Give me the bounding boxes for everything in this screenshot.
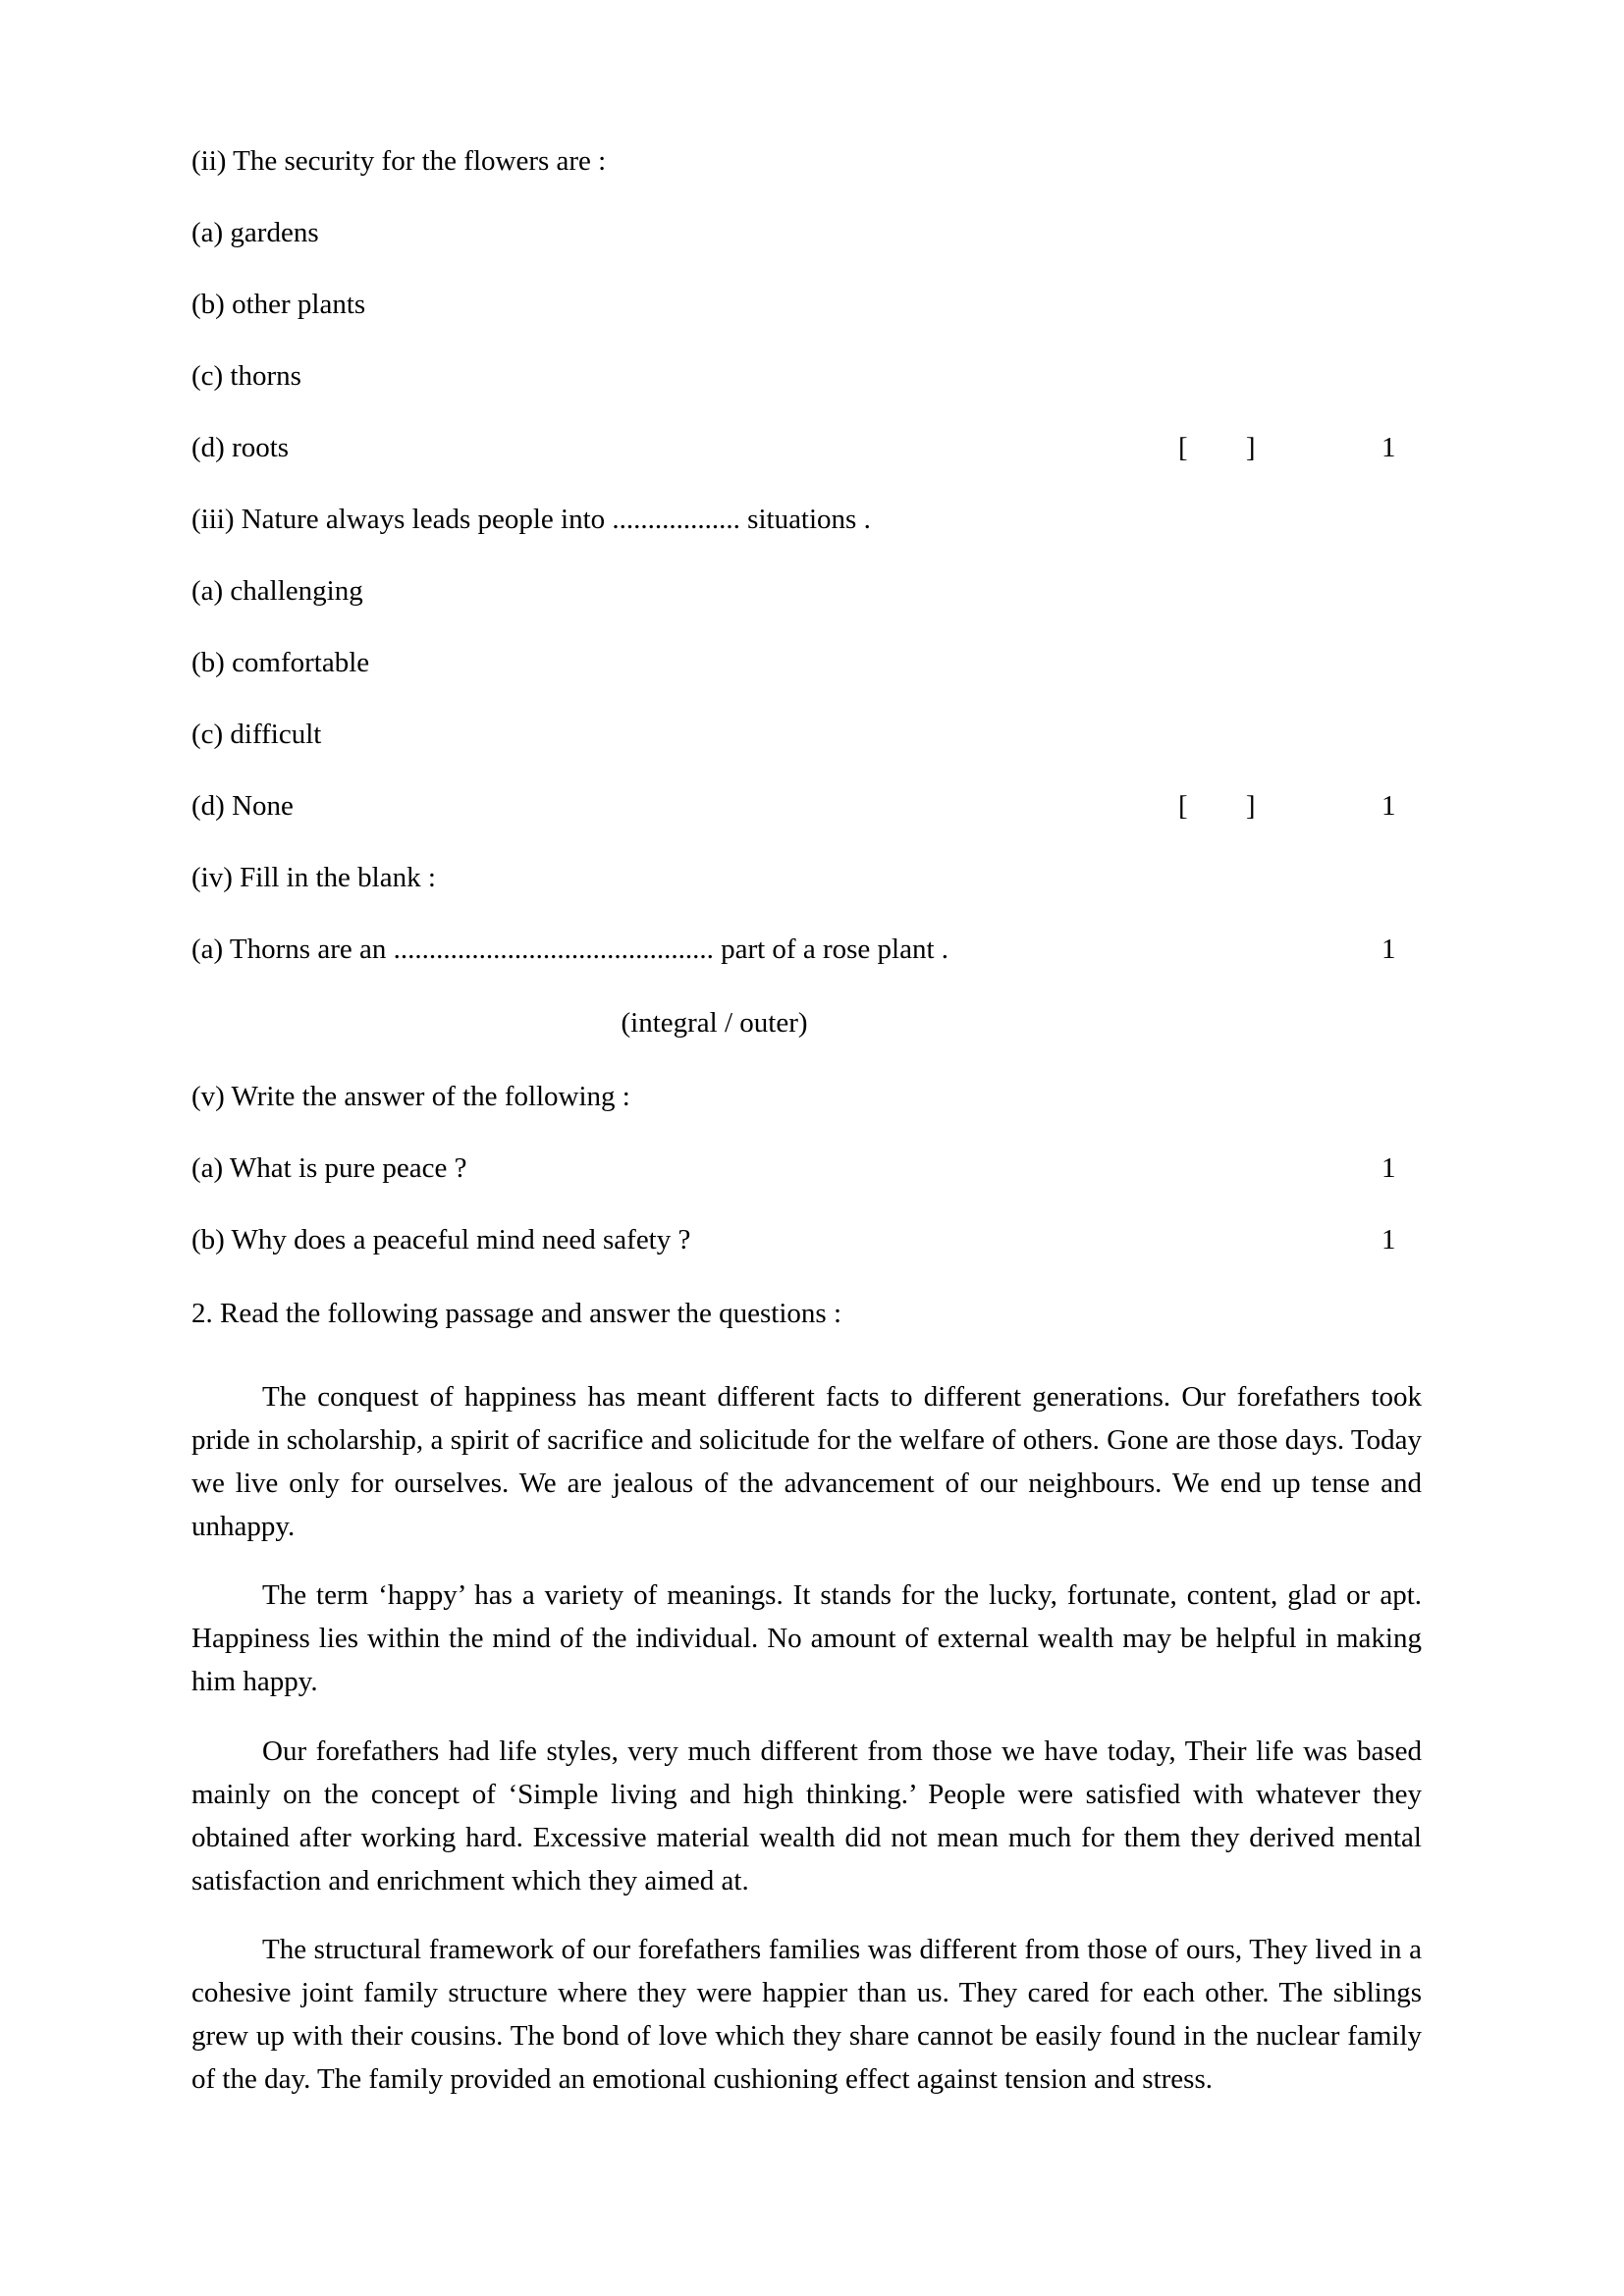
fill-in-blank-iv-hint: (integral / outer) [621, 1007, 808, 1039]
option-ii-b [191, 291, 1424, 319]
sub-question-v-b-label: (b) Why does a peaceful mind need safety ? [191, 1224, 691, 1255]
option-iii-c [191, 721, 1424, 749]
marks-value-v-a: 1 [1381, 1152, 1396, 1184]
option-ii-b-label: (b) other plants [191, 289, 366, 320]
question-stem-ii [191, 147, 1424, 176]
question-stem-iv [191, 864, 1424, 892]
section-2-heading: 2. Read the following passage and answer the questions : [191, 1298, 842, 1329]
passage-paragraph-3: Our forefathers had life styles, very much different from those we have today, Their life was based mainly on the concept of ‘Simple living and high thinking.’ People were satisfied with whatever they obtained after working hard. Excessive material wealth did not mean much for them they derived mental satisfaction and enrichment which they aimed at. [191, 1735, 1422, 1896]
page-content [191, 147, 1424, 2101]
option-ii-c [191, 362, 1424, 391]
sub-question-v-b [191, 1226, 1424, 1255]
sub-question-v-a [191, 1154, 1424, 1183]
fill-in-blank-iv-a-text: (a) Thorns are an ............................................. part of a rose plant . [191, 934, 949, 965]
option-iii-c-label: (c) difficult [191, 719, 322, 750]
option-ii-c-label: (c) thorns [191, 360, 301, 392]
question-stem-v-text: (v) Write the answer of the following : [191, 1081, 630, 1112]
question-stem-ii-text: (ii) The security for the flowers are : [191, 145, 607, 177]
question-stem-v [191, 1083, 1424, 1111]
option-iii-d-label: (d) None [191, 790, 294, 822]
option-iii-a [191, 577, 1424, 606]
question-stem-iii-text: (iii) Nature always leads people into .................. situations . [191, 504, 871, 535]
option-ii-a [191, 219, 1424, 247]
question-stem-iii [191, 506, 1424, 534]
answer-bracket-ii: [ ] [1178, 432, 1281, 463]
option-ii-d-label: (d) roots [191, 432, 290, 463]
marks-value-ii: 1 [1381, 432, 1396, 463]
marks-value-v-b: 1 [1381, 1224, 1396, 1255]
passage-paragraph-2: The term ‘happy’ has a variety of meanings. It stands for the lucky, fortunate, content, glad or apt. Happiness lies within the mind of the individual. No amount of external wealth may be helpful in making him happy. [191, 1579, 1422, 1698]
fill-in-blank-iv-a [191, 935, 1424, 964]
option-iii-a-label: (a) challenging [191, 575, 363, 607]
option-iii-b [191, 649, 1424, 677]
sub-question-v-a-label: (a) What is pure peace ? [191, 1152, 467, 1184]
option-iii-d [191, 792, 1424, 821]
marks-value-iv-a: 1 [1381, 934, 1396, 965]
answer-bracket-iii: [ ] [1178, 790, 1281, 822]
option-ii-d [191, 434, 1424, 462]
question-stem-iv-text: (iv) Fill in the blank : [191, 862, 436, 893]
passage-paragraph-1: The conquest of happiness has meant different facts to different generations. Our forefathers took pride in scholarship, a spirit of sacrifice and solicitude for the welfare of others. Gone are those days. Today we live only for ourselves. We are jealous of the advancement of our neighbours. We end up tense and unhappy. [191, 1381, 1422, 1543]
option-ii-a-label: (a) gardens [191, 217, 319, 248]
option-iii-b-label: (b) comfortable [191, 647, 370, 678]
marks-value-iii: 1 [1381, 790, 1396, 822]
passage-paragraph-4: The structural framework of our forefathers families was different from those of ours, They lived in a cohesive joint family structure where they were happier than us. They cared for each other. The siblings grew up with their cousins. The bond of love which they share cannot be easily found in the nuclear family of the day. The family provided an emotional cushioning effect against tension and stress. [191, 1933, 1422, 2096]
